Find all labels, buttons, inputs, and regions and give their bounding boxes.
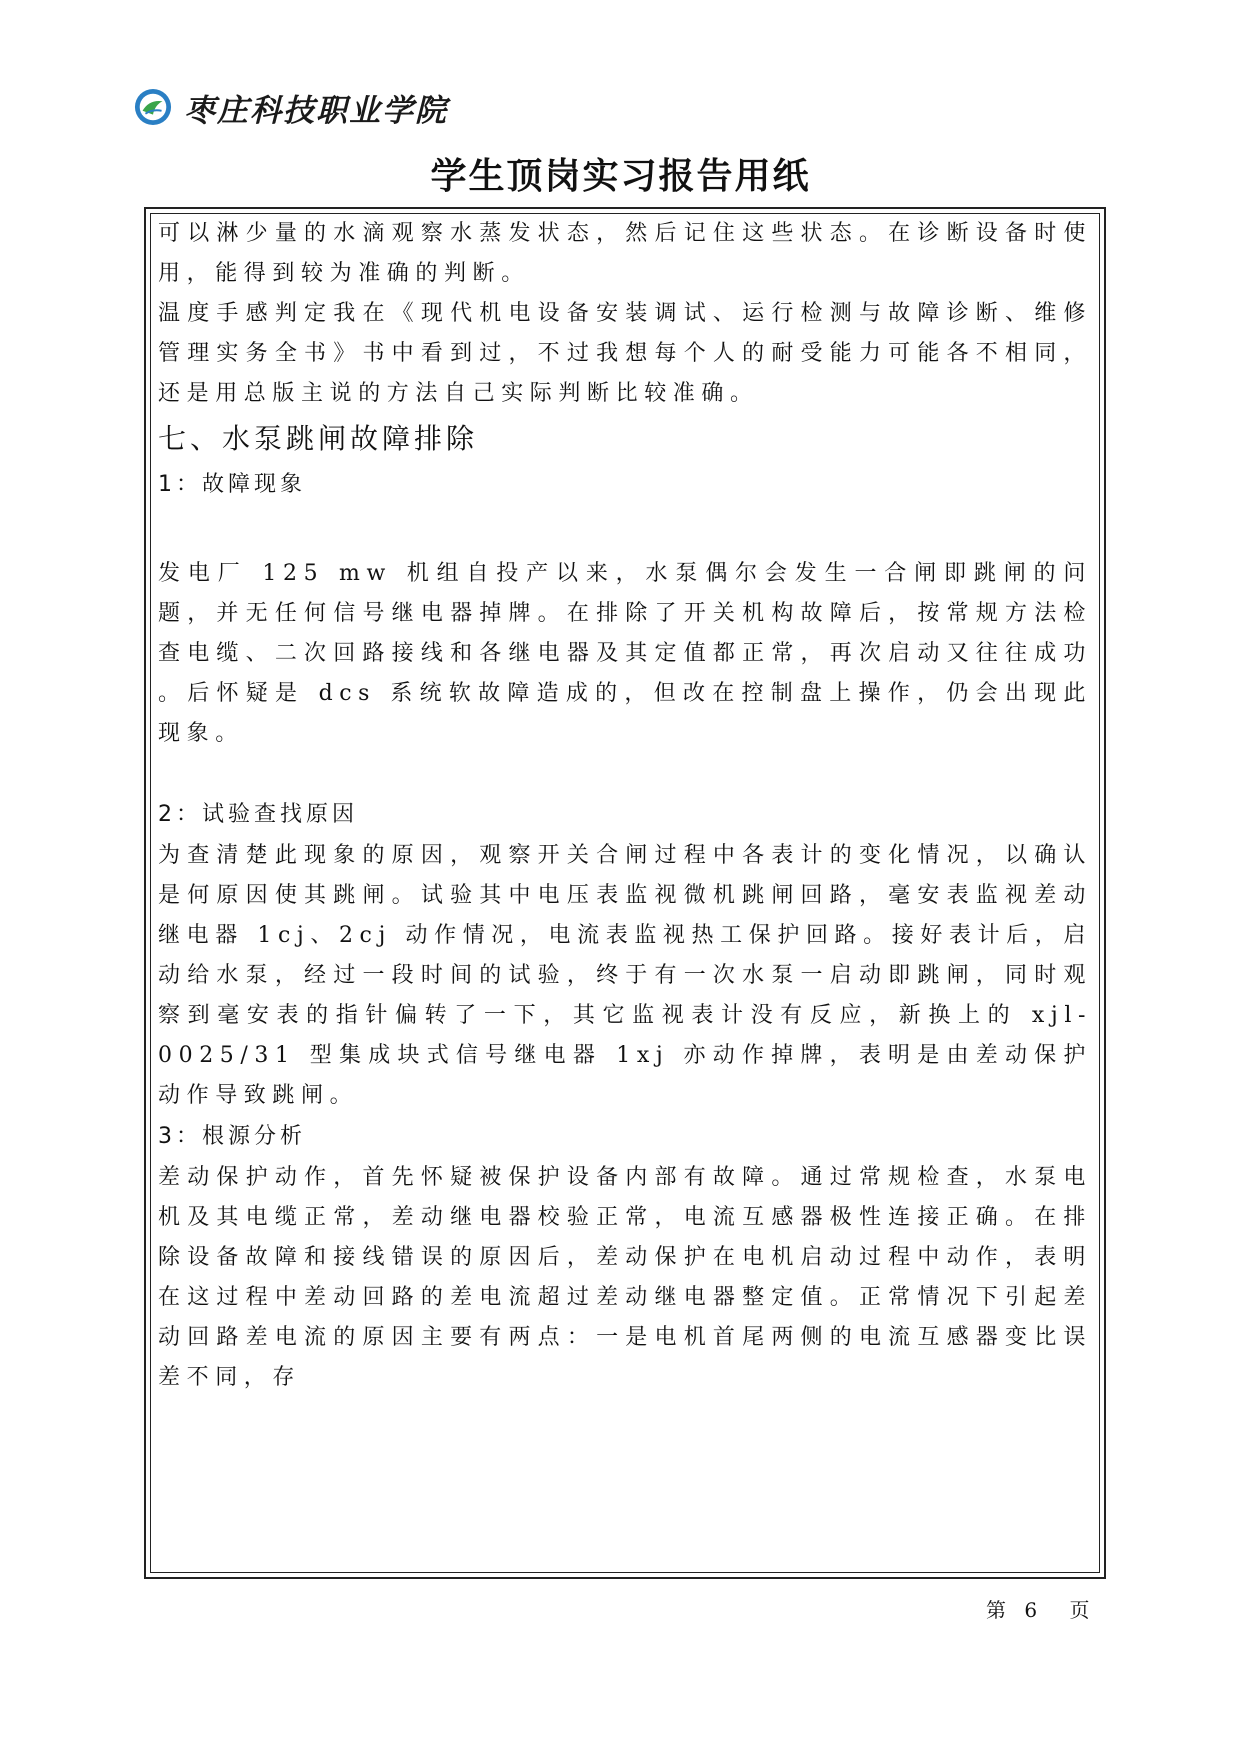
- page-suffix: 页: [1069, 1598, 1092, 1622]
- page-title: 学生顶岗实习报告用纸: [430, 156, 811, 197]
- page-number-value: 6: [1024, 1598, 1040, 1622]
- spacer: [158, 506, 1092, 554]
- page-header: [134, 82, 448, 132]
- paragraph: 发电厂 125 mw 机组自投产以来，水泵偶尔会发生一合闸即跳闸的问题，并无任何信号继电器掉牌。在排除了开关机构故障后，按常规方法检查电缆、二次回路接线和各继电器及其定值都正常，再次启动又往往成功 。后怀疑是 dcs 系统软故障造成的，但改在控制盘上操作，仍会出现此现象。: [158, 561, 1092, 746]
- page-prefix: 第: [986, 1598, 1008, 1622]
- subsection-heading: 1：故障现象: [158, 472, 306, 497]
- school-name: 枣庄科技职业学院: [184, 92, 448, 129]
- subsection-heading: 2：试验查找原因: [158, 802, 358, 827]
- page-number: [986, 1594, 1091, 1623]
- spacer: [158, 754, 1092, 794]
- paragraph: 差动保护动作，首先怀疑被保护设备内部有故障。通过常规检查，水泵电机及其电缆正常，差动继电器校验正常，电流互感器极性连接正确。在排除设备故障和接线错误的原因后，差动保护在电机启动过程中动作，表明在这过程中差动回路的差电流超过差动继电器整定值。正常情况下引起差动回路差电流的原因主要有两点：一是电机首尾两侧的电流互感器变比误差不同，存: [158, 1165, 1092, 1390]
- section-heading: 七、水泵跳闸故障排除: [158, 422, 479, 455]
- paragraph: 为查清楚此现象的原因，观察开关合闸过程中各表计的变化情况，以确认是何原因使其跳闸。试验其中电压表监视微机跳闸回路，毫安表监视差动继电器 1cj、2cj 动作情况，电流表监视热工保护回路。接好表计后，启动给水泵，经过一段时间的试验，终于有一次水泵一启动即跳闸，同时观察到毫安表的指针偏转了一下，其它监视表计没有反应，新换上的 xjl-0025/31 型集成块式信号继电器 1xj 亦动作掉牌，表明是由差动保护动作导致跳闸。: [158, 843, 1092, 1108]
- subsection-heading: 3：根源分析: [158, 1124, 306, 1149]
- report-content: [158, 214, 1092, 1398]
- paragraph: 可以淋少量的水滴观察水蒸发状态，然后记住这些状态。在诊断设备时使用，能得到较为准确的判断。: [158, 221, 1092, 286]
- paragraph: 温度手感判定我在《现代机电设备安装调试、运行检测与故障诊断、维修管理实务全书》书中看到过，不过我想每个人的耐受能力可能各不相同，还是用总版主说的方法自己实际判断比较准确。: [158, 301, 1092, 406]
- school-emblem-icon: [134, 88, 172, 126]
